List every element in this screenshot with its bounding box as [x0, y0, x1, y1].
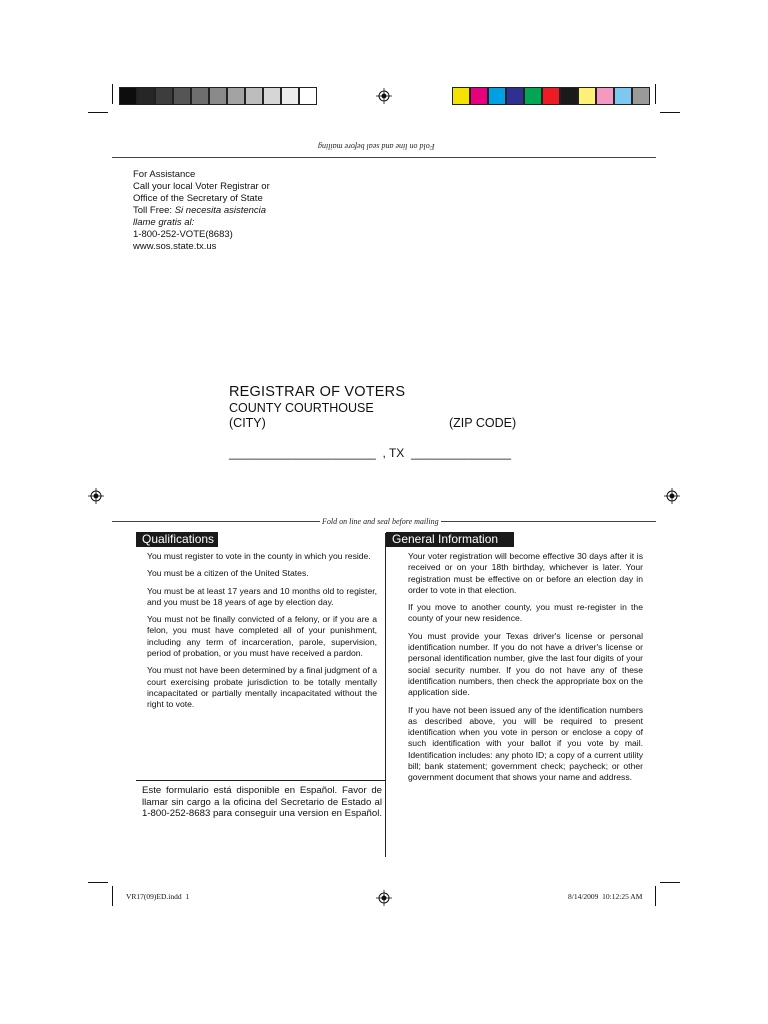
general-info-item: Your voter registration will become effective 30 days after it is received or on your 18th birthday, whichever is later. Your registration must be effective on or before an election day in order to vote in that election.: [408, 551, 643, 595]
assistance-text: llame gratis al:: [133, 217, 195, 228]
column-divider: [385, 533, 386, 857]
crop-mark: [88, 882, 108, 883]
assistance-block: [133, 169, 333, 253]
fold-instruction-middle: Fold on line and seal before mailing: [322, 517, 439, 526]
gray-swatch: [227, 87, 245, 105]
registration-target-icon: [376, 890, 392, 906]
assistance-text: Toll Free: Si necesita asistencia: [133, 205, 267, 216]
qualification-item: You must register to vote in the county in which you reside.: [147, 551, 371, 561]
crop-mark: [88, 112, 108, 113]
gray-swatch: [245, 87, 263, 105]
crop-mark: [660, 112, 680, 113]
assistance-website: www.sos.state.tx.us: [133, 241, 217, 252]
address-line: COUNTY COURTHOUSE: [229, 401, 374, 415]
address-state-line: ______________________ , TX _______________: [229, 446, 512, 460]
color-swatch: [452, 87, 470, 105]
registration-target-icon: [376, 88, 392, 104]
qualification-item: You must be a citizen of the United States.: [147, 568, 309, 579]
color-swatch: [632, 87, 650, 105]
color-swatch: [596, 87, 614, 105]
gray-swatch: [137, 87, 155, 105]
registration-target-icon: [88, 488, 104, 504]
qualifications-list: [147, 551, 377, 717]
assistance-phone: 1-800-252-VOTE(8683): [133, 229, 233, 240]
address-title: REGISTRAR OF VOTERS: [229, 384, 406, 400]
gray-swatch: [299, 87, 317, 105]
qualification-item: You must not be finally convicted of a felony, or if you are a felon, you must have completed all of your punishment, including any term of incarceration, parole, supervision, period of probation, or you must have received a pardon.: [147, 614, 377, 659]
qualifications-heading: Qualifications: [136, 532, 218, 547]
qualification-item: You must not have been determined by a final judgment of a court exercising probate jurisdiction to be totally mentally incapacitated or partially mentally incapacitated without the right to vote.: [147, 665, 377, 710]
color-swatch: [524, 87, 542, 105]
gray-swatch: [209, 87, 227, 105]
color-swatch: [560, 87, 578, 105]
crop-mark: [112, 84, 113, 104]
assistance-text: Call your local Voter Registrar or: [133, 181, 270, 192]
gray-swatch: [119, 87, 137, 105]
fold-line-top: [112, 157, 656, 158]
address-zip: (ZIP CODE): [449, 416, 517, 430]
color-swatch: [578, 87, 596, 105]
color-swatch: [614, 87, 632, 105]
gray-swatch: [263, 87, 281, 105]
spanish-note: Este formulario está disponible en Español. Favor de llamar sin cargo a la oficina del Secretario de Estado al 1-800-252-8683 para conseguir una version en Español.: [142, 785, 383, 820]
assistance-text: Office of the Secretary of State: [133, 193, 263, 204]
crop-mark: [112, 886, 113, 906]
fold-instruction-top: Fold on line and seal before mailing: [318, 142, 435, 151]
general-info-item: If you have not been issued any of the identification numbers as described above, you will be required to present identification when you vote in person or enclose a copy of such identification with your ballot if you vote by mail. Identification includes: any photo ID; a copy of a current utility bill; bank statement; government check; paycheck; or other government document that shows your name and address.: [408, 704, 643, 783]
gray-swatch: [281, 87, 299, 105]
color-swatch: [488, 87, 506, 105]
color-swatch: [470, 87, 488, 105]
gray-swatch: [155, 87, 173, 105]
general-information-heading: General Information: [386, 532, 514, 547]
general-information-list: [408, 551, 643, 790]
gray-swatch: [191, 87, 209, 105]
address-city: (CITY): [229, 416, 266, 430]
crop-mark: [655, 84, 656, 104]
general-info-item: If you move to another county, you must re-register in the county of your new residence.: [408, 602, 643, 624]
general-info-item: You must provide your Texas driver's license or personal identification number. If you do not have a driver's license or personal identification number, give the last four digits of your social security number. If you do not have any of these identification numbers, then check the appropriate box on the application side.: [408, 630, 643, 698]
print-timestamp: 8/14/2009 10:12:25 AM: [568, 892, 643, 901]
divider: [136, 780, 385, 781]
color-swatch: [506, 87, 524, 105]
crop-mark: [660, 882, 680, 883]
gray-swatch: [173, 87, 191, 105]
assistance-title: For Assistance: [133, 169, 196, 180]
color-swatch: [542, 87, 560, 105]
qualification-item: You must be at least 17 years and 10 months old to register, and you must be 18 years of age by election day.: [147, 585, 377, 607]
file-slug: VR17(09)ED.indd 1: [126, 892, 190, 901]
registration-target-icon: [664, 488, 680, 504]
crop-mark: [655, 886, 656, 906]
